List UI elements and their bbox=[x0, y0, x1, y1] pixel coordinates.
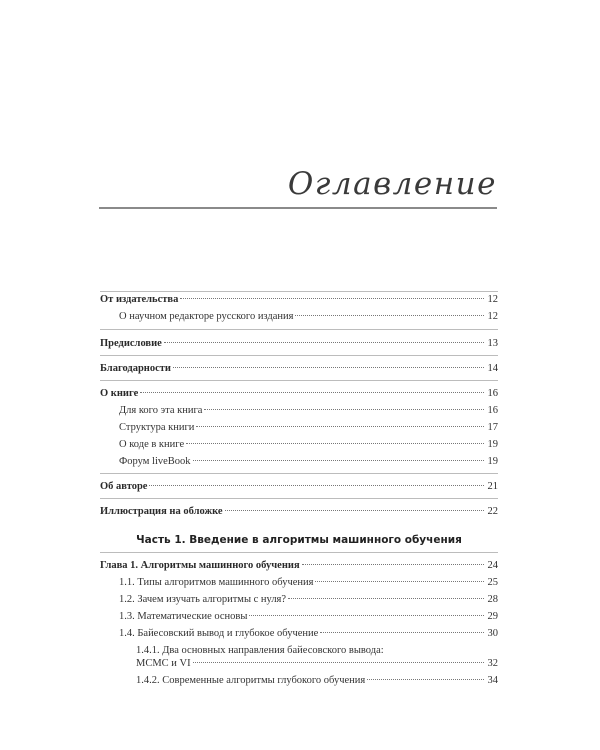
toc-entry-structure[interactable] bbox=[100, 421, 498, 434]
toc-entry-page: 19 bbox=[487, 439, 498, 450]
dot-leader bbox=[302, 564, 484, 565]
dot-leader bbox=[164, 342, 484, 343]
toc-entry-label: Форум liveBook bbox=[119, 456, 191, 467]
page-title: Оглавление bbox=[287, 166, 497, 202]
dot-leader bbox=[204, 409, 484, 410]
toc-entry-1-4-1[interactable] bbox=[100, 644, 498, 670]
toc-entry-label: 1.4.2. Современные алгоритмы глубокого обучения bbox=[136, 675, 366, 686]
toc-entry-page: 28 bbox=[487, 594, 498, 605]
toc-entry-page: 22 bbox=[487, 506, 498, 517]
toc-entry-page: 17 bbox=[487, 422, 498, 433]
dot-leader bbox=[249, 615, 484, 616]
toc-entry-label: 1.2. Зачем изучать алгоритмы с нуля? bbox=[119, 594, 287, 605]
toc-entry-page: 25 bbox=[487, 577, 498, 588]
toc-entry-label-line2: MCMC и VI bbox=[136, 658, 191, 669]
toc-entry-label: Глава 1. Алгоритмы машинного обучения bbox=[100, 560, 300, 571]
toc-entry-page: 12 bbox=[487, 311, 498, 322]
toc-entry-page: 30 bbox=[487, 628, 498, 639]
toc-entry-page: 24 bbox=[487, 560, 498, 571]
dot-leader bbox=[367, 679, 484, 680]
toc-entry-page: 16 bbox=[487, 405, 498, 416]
dot-leader bbox=[288, 598, 484, 599]
toc-entry-code[interactable] bbox=[100, 438, 498, 451]
toc-entry-page: 12 bbox=[487, 294, 498, 305]
dot-leader bbox=[193, 460, 484, 461]
dot-leader bbox=[173, 367, 484, 368]
toc-entry-audience[interactable] bbox=[100, 404, 498, 417]
dot-leader bbox=[196, 426, 484, 427]
toc-entry-page: 21 bbox=[487, 481, 498, 492]
toc-entry-page: 14 bbox=[487, 363, 498, 374]
toc-entry-page: 32 bbox=[487, 658, 498, 669]
dot-leader bbox=[186, 443, 484, 444]
dot-leader bbox=[315, 581, 484, 582]
toc-entry-label: О научном редакторе русского издания bbox=[119, 311, 294, 322]
dot-leader bbox=[149, 485, 484, 486]
dot-leader bbox=[193, 662, 484, 663]
toc-entry-label: О книге bbox=[100, 388, 139, 399]
table-of-contents bbox=[100, 291, 498, 687]
toc-entry-page: 34 bbox=[487, 675, 498, 686]
toc-entry-page: 16 bbox=[487, 388, 498, 399]
toc-entry-label-line1: 1.4.1. Два основных направления байесовского вывода: bbox=[136, 645, 384, 656]
toc-entry-about-book[interactable] bbox=[100, 387, 498, 400]
toc-entry-acknowledgements[interactable] bbox=[100, 362, 498, 375]
dot-leader bbox=[320, 632, 484, 633]
toc-entry-page: 13 bbox=[487, 338, 498, 349]
title-divider bbox=[99, 207, 497, 209]
toc-entry-about-editor[interactable] bbox=[100, 310, 498, 323]
toc-entry-from-publisher[interactable] bbox=[100, 293, 498, 306]
part-heading: Часть 1. Введение в алгоритмы машинного обучения bbox=[136, 534, 462, 546]
toc-entry-1-1[interactable] bbox=[100, 576, 498, 589]
toc-entry-preface[interactable] bbox=[100, 337, 498, 350]
toc-entry-label: Для кого эта книга bbox=[119, 405, 203, 416]
toc-entry-label: Структура книги bbox=[119, 422, 195, 433]
dot-leader bbox=[295, 315, 484, 316]
toc-entry-label: Предисловие bbox=[100, 338, 162, 349]
toc-entry-label: Иллюстрация на обложке bbox=[100, 506, 223, 517]
toc-entry-1-2[interactable] bbox=[100, 593, 498, 606]
toc-entry-label: 1.1. Типы алгоритмов машинного обучения bbox=[119, 577, 314, 588]
toc-entry-1-4-2[interactable] bbox=[100, 674, 498, 687]
toc-entry-label: Об авторе bbox=[100, 481, 148, 492]
toc-entry-about-author[interactable] bbox=[100, 480, 498, 493]
dot-leader bbox=[180, 298, 484, 299]
toc-entry-label: Благодарности bbox=[100, 363, 171, 374]
toc-entry-chapter-1[interactable] bbox=[100, 559, 498, 572]
toc-entry-cover[interactable] bbox=[100, 505, 498, 518]
toc-entry-label: О коде в книге bbox=[119, 439, 185, 450]
toc-entry-label: От издательства bbox=[100, 294, 179, 305]
dot-leader bbox=[225, 510, 484, 511]
toc-entry-page: 29 bbox=[487, 611, 498, 622]
toc-entry-1-4[interactable] bbox=[100, 627, 498, 640]
toc-entry-label: 1.3. Математические основы bbox=[119, 611, 248, 622]
toc-entry-1-3[interactable] bbox=[100, 610, 498, 623]
toc-entry-page: 19 bbox=[487, 456, 498, 467]
toc-entry-label: 1.4. Байесовский вывод и глубокое обучение bbox=[119, 628, 319, 639]
dot-leader bbox=[140, 392, 484, 393]
toc-entry-forum[interactable] bbox=[100, 455, 498, 468]
